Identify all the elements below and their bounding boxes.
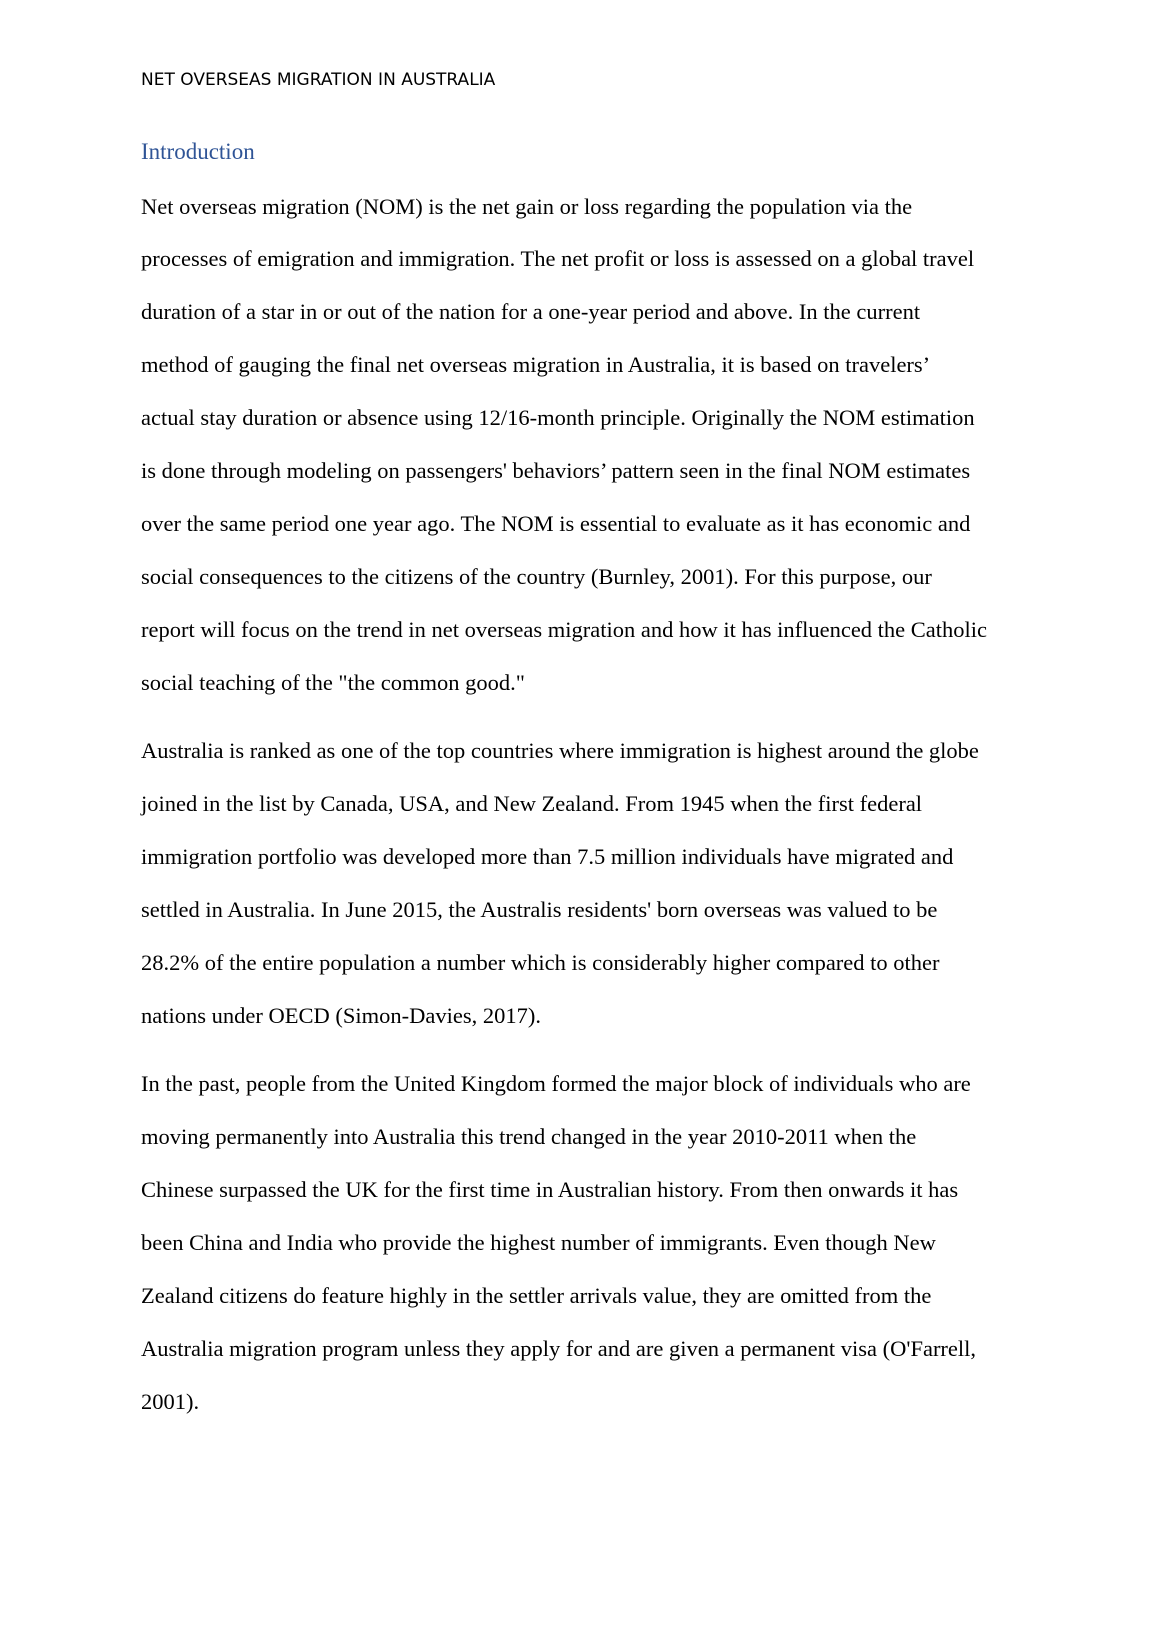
section-heading-introduction: Introduction (141, 139, 255, 164)
text-line: nations under OECD (Simon-Davies, 2017). (141, 1003, 541, 1028)
text-line: 2001). (141, 1389, 200, 1414)
text-line: settled in Australia. In June 2015, the Australis residents' born overseas was valued to be (141, 897, 938, 922)
text-line: Australia is ranked as one of the top countries where immigration is highest around the globe (141, 738, 979, 763)
text-line: Zealand citizens do feature highly in the settler arrivals value, they are omitted from the (141, 1283, 932, 1308)
text-line: Net overseas migration (NOM) is the net gain or loss regarding the population via the (141, 194, 913, 219)
text-line: 28.2% of the entire population a number which is considerably higher compared to other (141, 950, 940, 975)
text-line: duration of a star in or out of the nation for a one-year period and above. In the current (141, 299, 921, 324)
text-line: been China and India who provide the highest number of immigrants. Even though New (141, 1230, 936, 1255)
text-line: processes of emigration and immigration. The net profit or loss is assessed on a global travel (141, 246, 975, 271)
text-line: Chinese surpassed the UK for the first time in Australian history. From then onwards it has (141, 1177, 959, 1202)
text-line: In the past, people from the United Kingdom formed the major block of individuals who are (141, 1071, 971, 1096)
text-line: moving permanently into Australia this trend changed in the year 2010-2011 when the (141, 1124, 917, 1149)
text-line: joined in the list by Canada, USA, and New Zealand. From 1945 when the first federal (141, 791, 923, 816)
text-line: report will focus on the trend in net overseas migration and how it has influenced the Catholic (141, 617, 988, 642)
text-line: social consequences to the citizens of the country (Burnley, 2001). For this purpose, our (141, 564, 932, 589)
text-line: Australia migration program unless they apply for and are given a permanent visa (O'Farrell, (141, 1336, 977, 1361)
text-line: over the same period one year ago. The NOM is essential to evaluate as it has economic and (141, 511, 971, 536)
text-line: immigration portfolio was developed more than 7.5 million individuals have migrated and (141, 844, 954, 869)
text-line: is done through modeling on passengers' behaviors’ pattern seen in the final NOM estimates (141, 458, 971, 483)
text-line: social teaching of the "the common good." (141, 670, 525, 695)
running-header: NET OVERSEAS MIGRATION IN AUSTRALIA (141, 70, 496, 90)
text-line: actual stay duration or absence using 12/16-month principle. Originally the NOM estimation (141, 405, 975, 430)
text-line: method of gauging the final net overseas migration in Australia, it is based on travelers’ (141, 352, 931, 377)
